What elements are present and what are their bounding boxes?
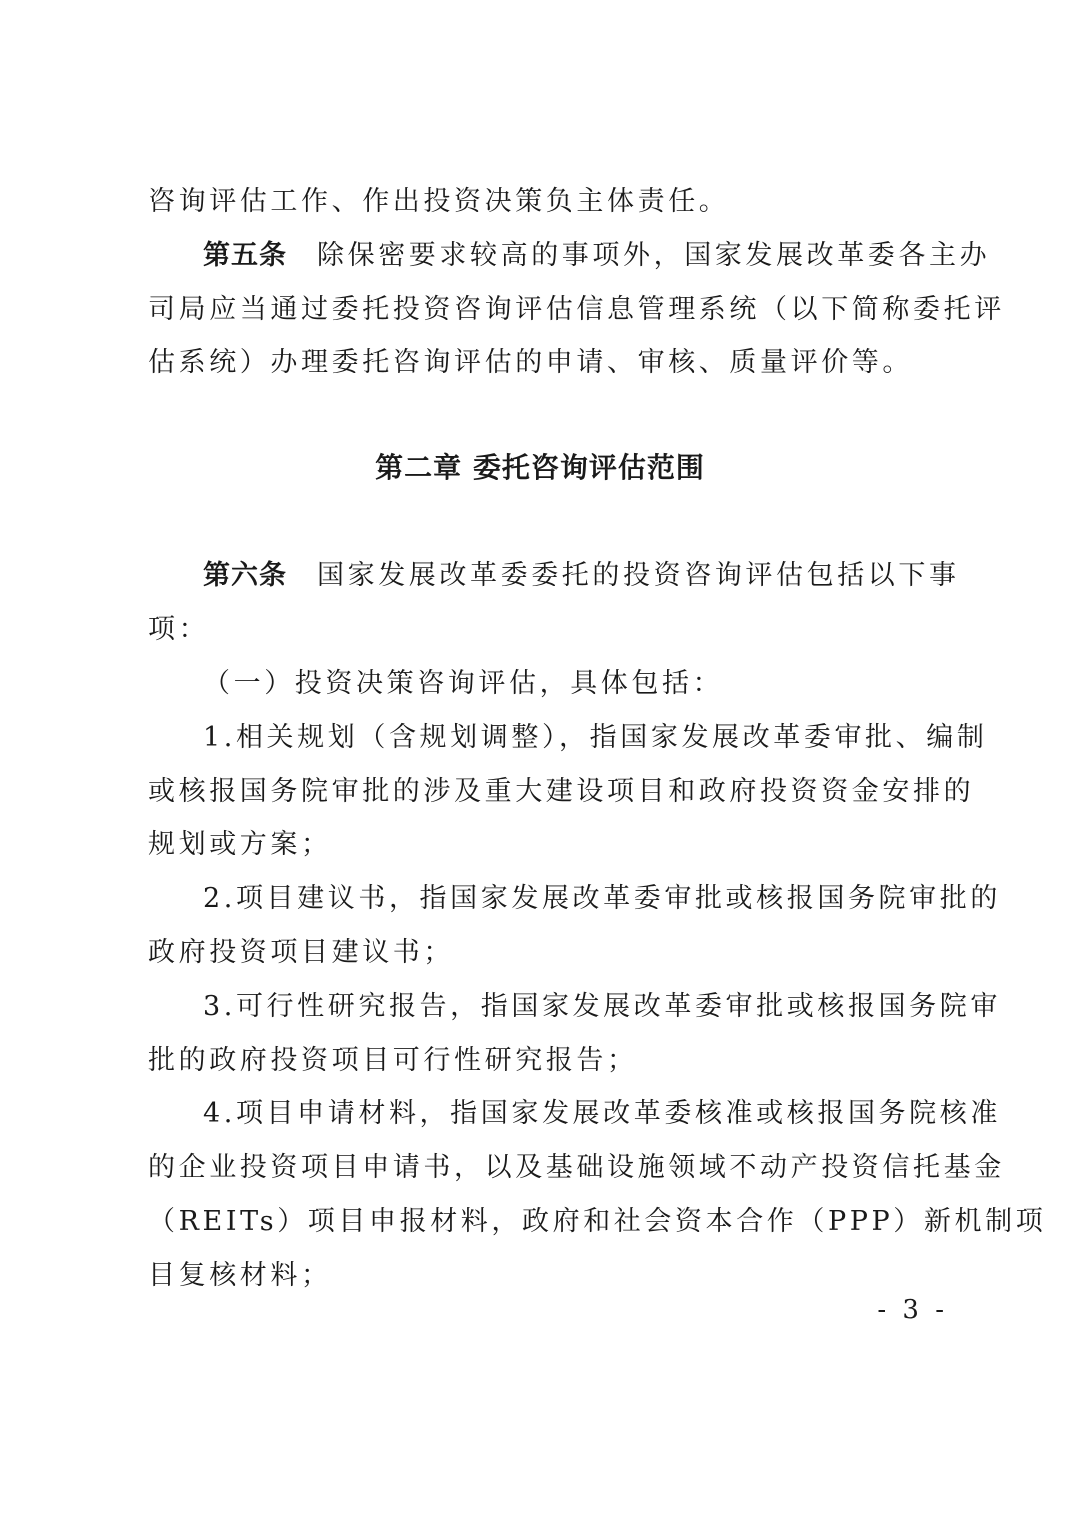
paragraph-line: 批的政府投资项目可行性研究报告； <box>148 1045 638 1076</box>
paragraph-line: 的企业投资项目申请书，以及基础设施领域不动产投资信托基金 <box>148 1152 1005 1183</box>
article-5-label: 第五条 <box>203 240 287 271</box>
paragraph-line-text: 国家发展改革委委托的投资咨询评估包括以下事 <box>317 560 960 591</box>
chapter-heading: 第二章 委托咨询评估范围 <box>375 451 705 484</box>
paragraph-line: 2.项目建议书，指国家发展改革委审批或核报国务院审批的 <box>203 883 1001 914</box>
paragraph-line: 4.项目申请材料，指国家发展改革委核准或核报国务院核准 <box>203 1098 1001 1129</box>
paragraph-line: 司局应当通过委托投资咨询评估信息管理系统（以下简称委托评 <box>148 294 1005 325</box>
paragraph-line: 规划或方案； <box>148 829 332 860</box>
paragraph-line: 1.相关规划（含规划调整），指国家发展改革委审批、编制 <box>203 722 988 753</box>
article-6-label: 第六条 <box>203 560 287 591</box>
paragraph-line: 估系统）办理委托咨询评估的申请、审核、质量评价等。 <box>148 347 913 378</box>
article-5-first-line <box>203 236 991 276</box>
paragraph-line: 咨询评估工作、作出投资决策负主体责任。 <box>148 186 730 217</box>
paragraph-line: （REITs）项目申报材料，政府和社会资本合作（PPP）新机制项 <box>148 1206 1047 1237</box>
paragraph-line: 或核报国务院审批的涉及重大建设项目和政府投资资金安排的 <box>148 776 975 807</box>
paragraph-line: 项： <box>148 614 210 645</box>
article-6-first-line <box>203 556 960 596</box>
paragraph-line: 目复核材料； <box>148 1260 332 1291</box>
paragraph-line: 政府投资项目建议书； <box>148 937 454 968</box>
paragraph-line-text: 除保密要求较高的事项外，国家发展改革委各主办 <box>317 240 991 271</box>
paragraph-line: （一）投资决策咨询评估，具体包括： <box>203 668 724 699</box>
paragraph-line: 3.可行性研究报告，指国家发展改革委审批或核报国务院审 <box>203 991 1001 1022</box>
page-number: - 3 - <box>877 1295 948 1325</box>
